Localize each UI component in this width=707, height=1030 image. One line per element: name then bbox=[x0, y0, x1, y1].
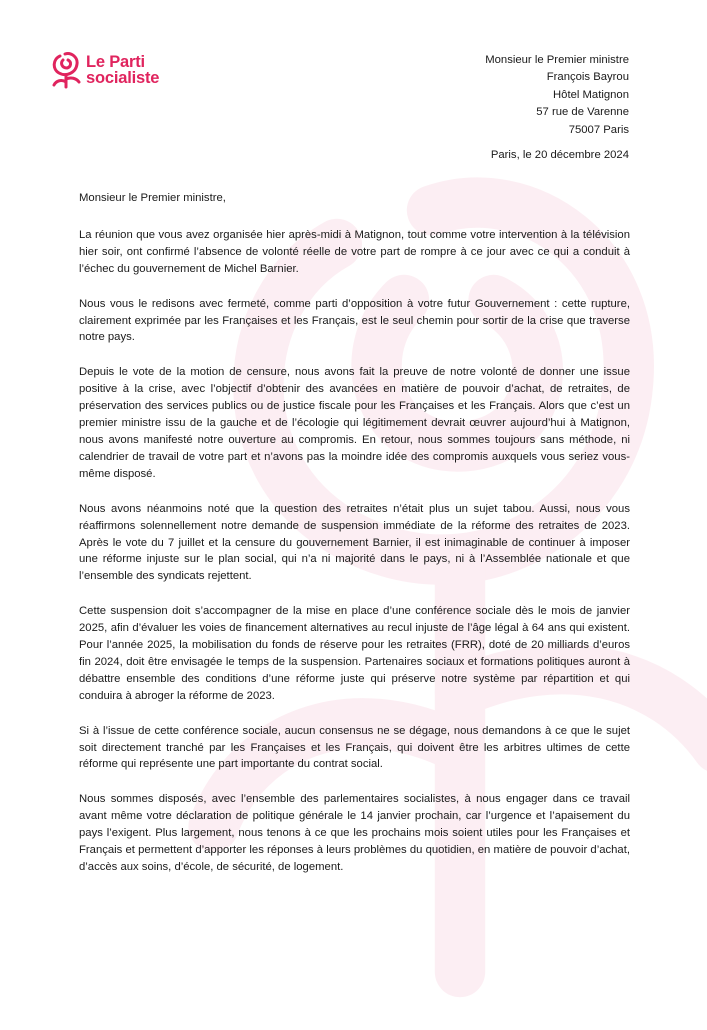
paragraph-2: Nous vous le redisons avec fermeté, comme parti d’opposition à votre futur Gouvernement : cette rupture, clairement exprimée par les Françaises et les Français, est le seul chemin pour sortir de la crise que traverse notre pays. bbox=[79, 297, 630, 344]
logo-line-2: socialiste bbox=[86, 69, 160, 87]
paragraph-1: La réunion que vous avez organisée hier après-midi à Matignon, tout comme votre intervention à la télévision hier soir, ont confirmé l’absence de volonté réelle de votre part de rompre à ce jour avec ce qui a conduit à l’échec du gouvernement de Michel Barnier. bbox=[79, 228, 630, 275]
party-logo bbox=[50, 50, 159, 90]
recipient-address bbox=[485, 52, 629, 139]
paragraph-4: Nous avons néanmoins noté que la question des retraites n’était plus un sujet tabou. Aussi, nous vous réaffirmons solennellement notre demande de suspension immédiate de la réforme des retraites de 2023. Après le vote du 7 juillet et la censure du gouvernement Barnier, il est inimaginable de continuer à imposer une réforme injuste sur le plan social, qui n’a ni majorité dans le pays, ni à l’Assemblée nationale et que l’ensemble des syndicats rejettent. bbox=[79, 502, 630, 583]
paragraph-6: Si à l’issue de cette conférence sociale, aucun consensus ne se dégage, nous demandons à ce que le sujet soit directement tranché par les Françaises et les Français, qui doivent être les arbitres ultimes de cette réforme qui représente une part importante du contrat social. bbox=[79, 724, 630, 771]
salutation: Monsieur le Premier ministre, bbox=[79, 192, 226, 204]
rose-fist-icon bbox=[50, 51, 82, 89]
logo-text bbox=[86, 54, 159, 86]
letter-body bbox=[79, 190, 630, 894]
paragraph-5: Cette suspension doit s’accompagner de la mise en place d’une conférence sociale dès le mois de janvier 2025, afin d’évaluer les voies de financement alternatives au recul injuste de l’âge légal à 64 ans qui existent. Pour l’année 2025, la mobilisation du fonds de réserve pour les retraites (FRR), doté de 20 milliards d’euros fin 2024, doit être envisagée le temps de la suspension. Partenaires sociaux et formations politiques auront à débattre ensemble des conditions d’une réforme juste qui préserve notre système par répartition et qui conduira à abroger la réforme de 2023. bbox=[79, 605, 630, 702]
recipient-name: François Bayrou bbox=[546, 71, 629, 84]
letter-date: Paris, le 20 décembre 2024 bbox=[490, 149, 629, 161]
recipient-title: Monsieur le Premier ministre bbox=[485, 54, 629, 66]
paragraph-7: Nous sommes disposés, avec l’ensemble des parlementaires socialistes, à nous engager dans ce travail avant même votre déclaration de politique générale le 14 janvier prochain, car l’urgence et l’apaisement du pays l’exigent. Plus largement, nous tenons à ce que les prochains mois soient utiles pour les Françaises et Français et permettent d’apporter les réponses à leurs problèmes du quotidien, en matière de pouvoir d’achat, d’accès aux soins, d’école, de sécurité, de logement. bbox=[79, 793, 630, 873]
recipient-building: Hôtel Matignon bbox=[553, 88, 629, 101]
recipient-city: 75007 Paris bbox=[568, 123, 629, 136]
recipient-street: 57 rue de Varenne bbox=[536, 106, 629, 119]
logo-line-1: Le Parti bbox=[86, 53, 145, 71]
paragraph-3: Depuis le vote de la motion de censure, nous avons fait la preuve de notre volonté de donner une issue positive à la crise, avec l’objectif d’obtenir des avancées en matière de pouvoir d’achat, de retraites, de préservation des services publics ou de justice fiscale pour les Françaises et les Français. Alors que c’est un premier ministre issu de la gauche et de l’écologie qui légitimement devrait œuvrer aujourd’hui à Matignon, nous avons manifesté notre ouverture au compromis. En retour, nous sommes toujours sans méthode, ni calendrier de travail de votre part et n’avons pas la moindre idée des compromis auxquels vous seriez vous-même disposé. bbox=[79, 366, 630, 480]
